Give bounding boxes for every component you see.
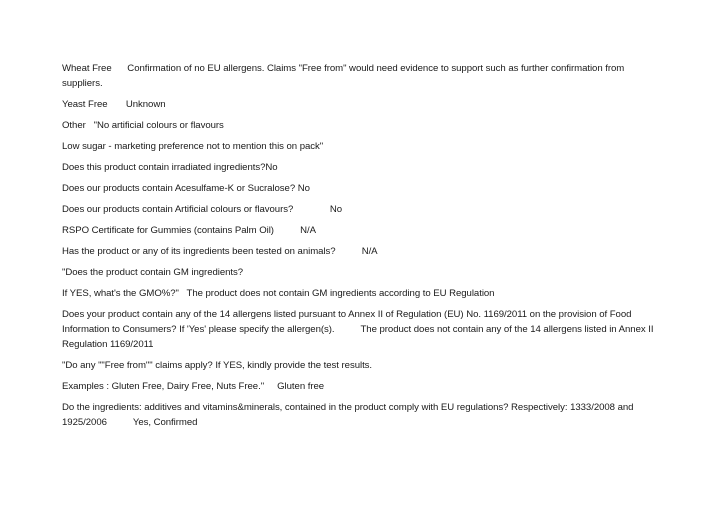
paragraph-irradiated: Does this product contain irradiated ingredients?No <box>62 162 278 173</box>
paragraph-sweeteners: Does our products contain Acesulfame-K or Sucralose? No <box>62 183 310 194</box>
paragraph-allergens: Does your product contain any of the 14 allergens listed pursuant to Annex II of Regulation (EU) No. 1169/2011 on the provision of Food Information to Consumers? If 'Yes' please specify the allergen(s). The product does not contain any of the 14 allergens listed in Annex II Regulation 1169/2011 <box>62 309 657 350</box>
paragraph-gmo-percent: If YES, what's the GMO%?" The product does not contain GM ingredients according to EU Regulation <box>62 288 495 299</box>
paragraph-gm-question: "Does the product contain GM ingredients? <box>62 267 244 278</box>
paragraph-artificial-colours: Does our products contain Artificial colours or flavours? No <box>62 204 343 215</box>
document-body <box>62 61 662 436</box>
paragraph-free-from-claims: "Do any ""Free from"" claims apply? If YES, kindly provide the test results. <box>62 360 373 371</box>
paragraph-yeast-free: Yeast Free Unknown <box>62 99 166 110</box>
paragraph-low-sugar: Low sugar - marketing preference not to mention this on pack" <box>62 141 324 152</box>
paragraph-rspo: RSPO Certificate for Gummies (contains Palm Oil) N/A <box>62 225 316 236</box>
paragraph-animal-testing: Has the product or any of its ingredients been tested on animals? N/A <box>62 246 378 257</box>
paragraph-eu-regulations: Do the ingredients: additives and vitamins&minerals, contained in the product comply with EU regulations? Respectively: 1333/2008 and 1925/2006 Yes, Confirmed <box>62 402 637 428</box>
paragraph-examples: Examples : Gluten Free, Dairy Free, Nuts Free." Gluten free <box>62 381 325 392</box>
paragraph-other: Other "No artificial colours or flavours <box>62 120 224 131</box>
paragraph-wheat-free: Wheat Free Confirmation of no EU allergens. Claims "Free from" would need evidence to support such as further confirmation from suppliers. <box>62 63 627 89</box>
